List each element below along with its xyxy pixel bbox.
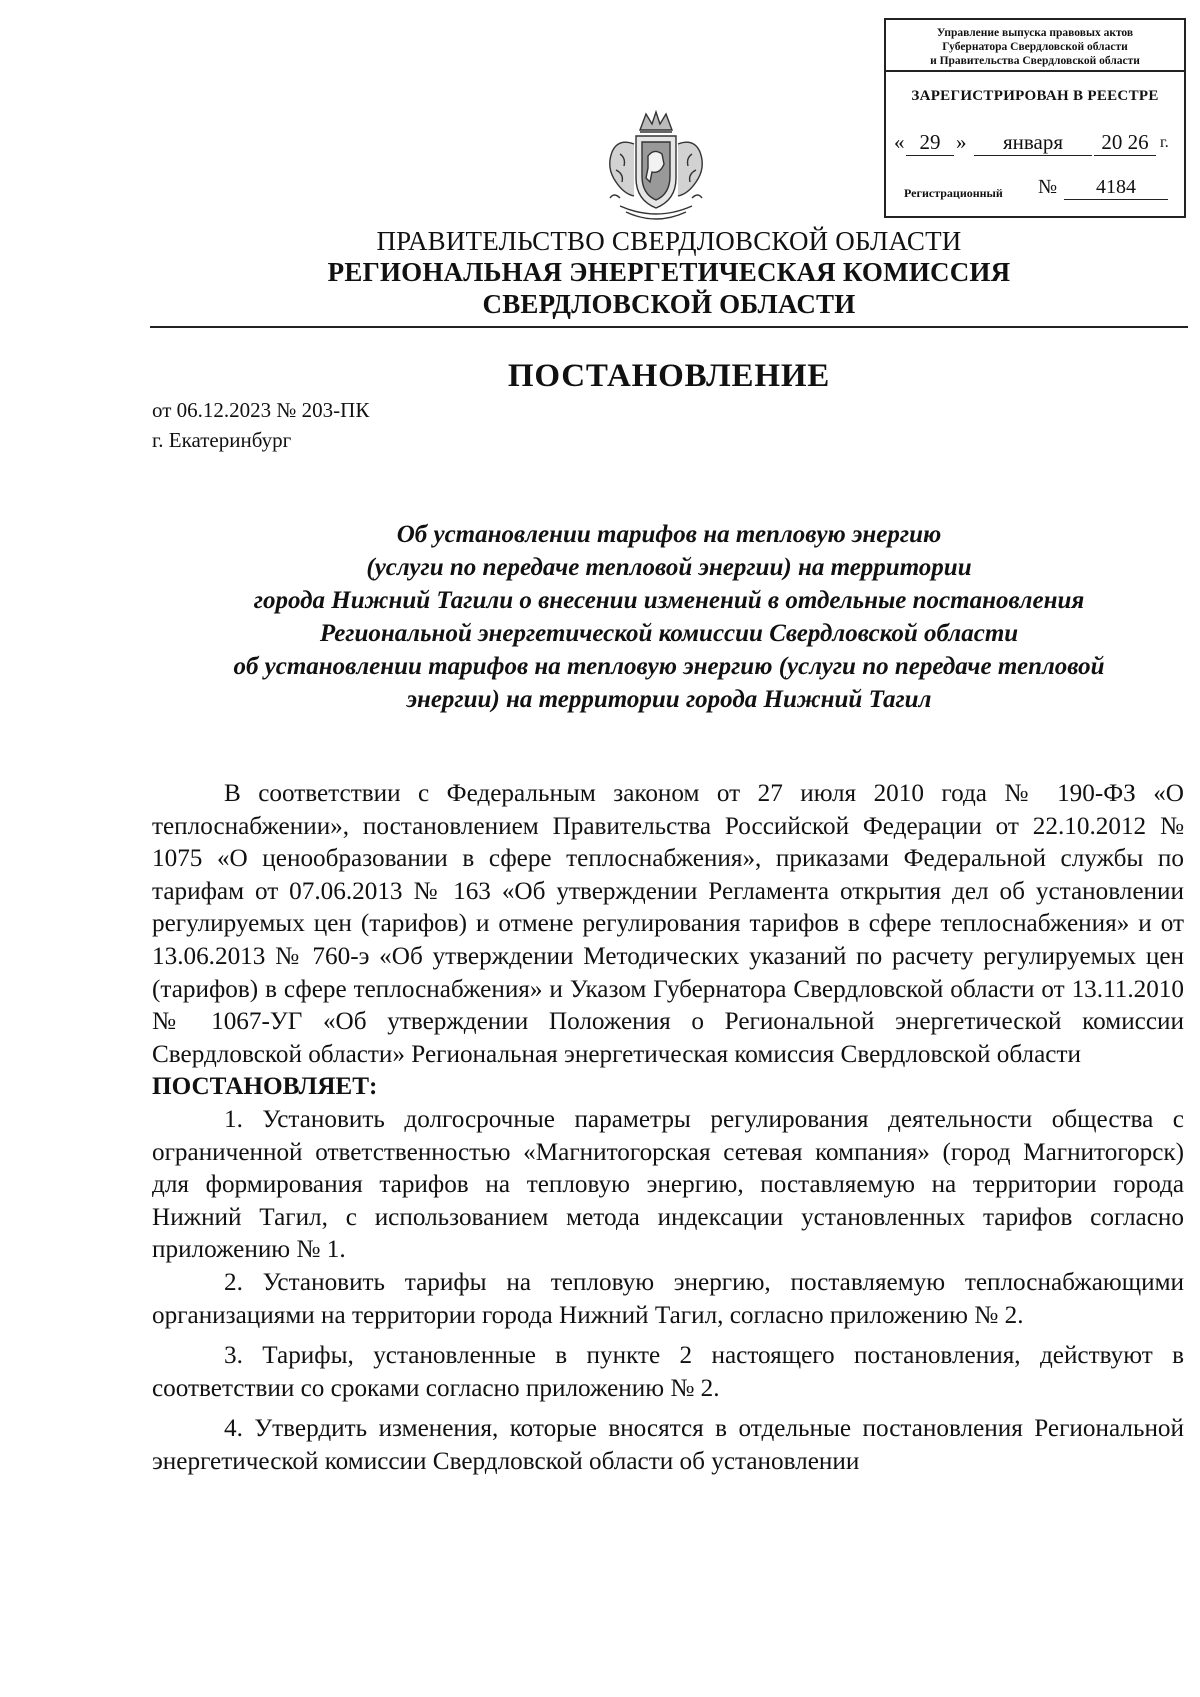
stamp-year-suffix: г. [1160,134,1169,151]
subject-line: города Нижний Тагили о внесении изменений в отдельные постановления [253,587,1085,614]
commission-title-line2: СВЕРДЛОВСКОЙ ОБЛАСТИ [482,289,856,319]
subject-line: Об установлении тарифов на тепловую энергию [396,521,942,548]
stamp-number-label: Регистрационный [904,186,1003,200]
stamp-office-line: Управление выпуска правовых актов [936,27,1134,39]
document-type: ПОСТАНОВЛЕНИЕ [507,358,831,394]
subject-line: Региональной энергетической комиссии Свердловской области [319,620,1019,647]
item-paragraph-1: 1. Установить долгосрочные параметры регулирования деятельности общества с ограниченной ответственностью «Магнитогорская сетевая компания» (город Магнитогорск) для формирования тарифов на тепловую энергию, поставляемую на территории города Нижний Тагил, с использованием метода индексации установленных тарифов согласно приложению № 1. [152,1105,1184,1264]
registration-stamp [884,18,1186,218]
document-city: г. Екатеринбург [152,428,292,452]
item-paragraph-4: 4. Утвердить изменения, которые вносятся в отдельные постановления Региональной энергетической комиссии Свердловской области об установлении [152,1415,1184,1475]
subject-line: об установлении тарифов на тепловую энергию (услуги по передаче тепловой [233,653,1105,680]
document-body [152,778,1184,1478]
stamp-year: 20 26 [1094,130,1156,156]
item-paragraph-3: 3. Тарифы, установленные в пункте 2 настоящего постановления, действуют в соответствии со сроками согласно приложению № 2. [152,1342,1184,1402]
stamp-number-value: 4184 [1064,176,1168,200]
stamp-quote-close: » [956,130,967,154]
stamp-day: 29 [906,130,954,156]
document-subject [150,518,1188,716]
preamble-paragraph: В соответствии с Федеральным законом от 27 июля 2010 года № 190-ФЗ «О теплоснабжении», постановлением Правительства Российской Федерации от 22.10.2012 № 1075 «О ценообразовании в сфере теплоснабжения», приказами Федеральной службы по тарифам от 07.06.2013 № 163 «Об утверждении Регламента открытия дел об установлении регулируемых цен (тарифов) и отмене регулирования тарифов в сфере теплоснабжения» и от 13.06.2013 № 760-э «Об утверждении Методических указаний по расчету регулируемых цен (тарифов) в сфере теплоснабжения» и Указом Губернатора Свердловской области от 13.11.2010 № 1067-УГ «Об утверждении Положения о Региональной энергетической комиссии Свердловской области» Региональная энергетическая комиссия Свердловской области [152,780,1184,1068]
stamp-office-line: Губернатора Свердловской области [942,41,1128,53]
stamp-number-sign: № [1038,176,1058,198]
stamp-registered-label: ЗАРЕГИСТРИРОВАН В РЕЕСТРЕ [911,88,1159,104]
stamp-number [904,176,1174,206]
item-paragraph-2: 2. Установить тарифы на тепловую энергию, поставляемую теплоснабжающими организациями на территории города Нижний Тагил, согласно приложению № 2. [152,1268,1184,1329]
stamp-office [886,20,1184,72]
government-title: ПРАВИТЕЛЬСТВО СВЕРДЛОВСКОЙ ОБЛАСТИ [376,226,962,256]
header-divider [150,326,1188,328]
subject-line: энергии) на территории города Нижний Тагил [406,686,932,713]
subject-line: (услуги по передаче тепловой энергии) на территории [366,554,972,581]
stamp-quote-open: « [894,130,905,154]
stamp-date [894,130,1180,158]
resolves-heading: ПОСТАНОВЛЯЕТ: [152,1073,378,1101]
stamp-month: января [974,130,1092,156]
document-date-number: от 06.12.2023 № 203-ПК [152,398,370,422]
stamp-office-line: и Правительства Свердловской области [930,55,1140,67]
commission-title: РЕГИОНАЛЬНАЯ ЭНЕРГЕТИЧЕСКАЯ КОМИССИЯ [327,257,1011,287]
coat-of-arms-icon [596,108,716,226]
